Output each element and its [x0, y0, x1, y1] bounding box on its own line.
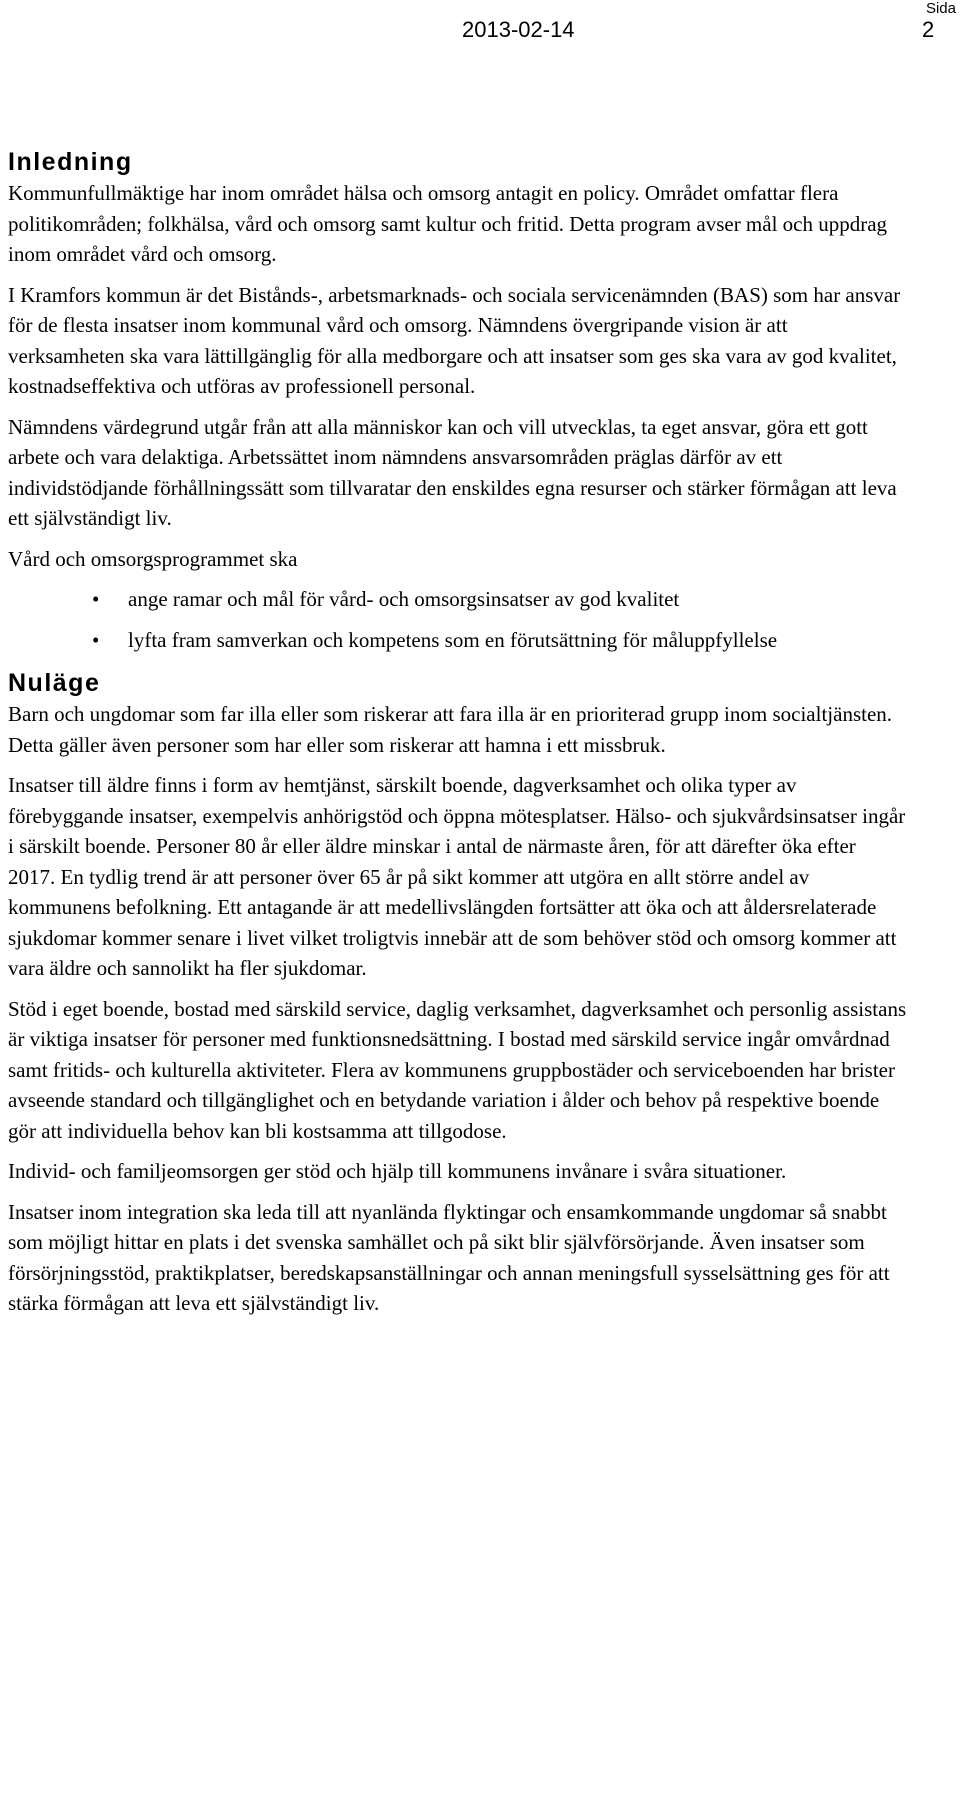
- document-date: 2013-02-14: [462, 17, 575, 42]
- bullet-icon: •: [92, 627, 100, 652]
- list-item-text: lyfta fram samverkan och kompetens som en förutsättning för måluppfyllelse: [128, 627, 778, 652]
- paragraph: Insatser inom integration ska leda till att nyanlända flyktingar och ensamkommande ungdomar så snabbt som möjligt hittar en plats i det svenska samhället och på sikt blir självförsörjande. Även insatser som försörjningsstöd, praktikplatser, beredskapsanställningar och annan meningsfull sysselsättning ges för att stärka förmågan att leva ett självständigt liv.: [8, 1199, 890, 1315]
- list-item: [8, 625, 868, 656]
- paragraph: Barn och ungdomar som far illa eller som riskerar att fara illa är en prioriterad grupp inom socialtjänsten. Detta gäller även personer som har eller som riskerar att hamna i ett missbruk.: [8, 702, 893, 757]
- list-item-text: ange ramar och mål för vård- och omsorgsinsatser av god kvalitet: [128, 587, 680, 611]
- paragraph: Individ- och familjeomsorgen ger stöd och hjälp till kommunens invånare i svåra situationer.: [8, 1159, 787, 1183]
- list-item: [8, 584, 868, 615]
- paragraph: Insatser till äldre finns i form av hemtjänst, särskilt boende, dagverksamhet och olika typer av förebyggande insatser, exempelvis anhörigstöd och öppna mötesplatser. Hälso- och sjukvårdsinsatser ingår i särskilt boende. Personer 80 år eller äldre minskar i antal de närmaste åren, för att därefter öka efter 2017. En tydlig trend är att personer över 65 år på sikt kommer att utgöra en allt större andel av kommunens befolkning. Ett antagande är att medellivslängden fortsätter att öka och att åldersrelaterade sjukdomar kommer senare i livet vilket troligtvis innebär att de som behöver stöd och omsorg kommer att vara äldre och sannolikt ha fler sjukdomar.: [8, 773, 906, 980]
- bullet-list: [8, 584, 908, 655]
- heading-nulage: Nuläge: [8, 669, 101, 697]
- paragraph: Nämndens värdegrund utgår från att alla människor kan och vill utvecklas, ta eget ansvar, göra ett gott arbete och vara delaktiga. Arbetssättet inom nämndens ansvarsområden präglas därför av ett individstödjande förhållningssätt som tillvaratar den enskildes egna resurser och stärker förmågan att leva ett självständigt liv.: [8, 414, 897, 530]
- paragraph: Stöd i eget boende, bostad med särskild service, daglig verksamhet, dagverksamhet och personlig assistans är viktiga insatser för personer med funktionsnedsättning. I bostad med särskild service ingår omvårdnad samt fritids- och kulturella aktiviteter. Flera av kommunens gruppbostäder och serviceboenden har brister avseende standard och tillgänglighet och en betydande variation i ålder och behov på respektive boende gör att individuella behov kan bli kostsamma att tillgodose.: [8, 996, 907, 1143]
- paragraph: Vård och omsorgsprogrammet ska: [8, 546, 298, 571]
- bullet-icon: •: [92, 587, 100, 611]
- page-number: 2: [922, 17, 935, 42]
- page-label: Sida: [925, 0, 956, 17]
- paragraph: Kommunfullmäktige har inom området hälsa och omsorg antagit en policy. Området omfattar flera politikområden; folkhälsa, vård och omsorg samt kultur och fritid. Detta program avser mål och uppdrag inom området vård och omsorg.: [8, 181, 888, 266]
- document-body: [8, 146, 908, 1329]
- paragraph: I Kramfors kommun är det Bistånds-, arbetsmarknads- och sociala servicenämnden (BAS) som har ansvar för de flesta insatser inom kommunal vård och omsorg. Nämndens övergripande vision är att verksamheten ska vara lättillgänglig för alla medborgare och att insatser som ges ska vara av god kvalitet, kostnadseffektiva och utföras av professionell personal.: [8, 282, 901, 398]
- heading-inledning: Inledning: [8, 148, 133, 176]
